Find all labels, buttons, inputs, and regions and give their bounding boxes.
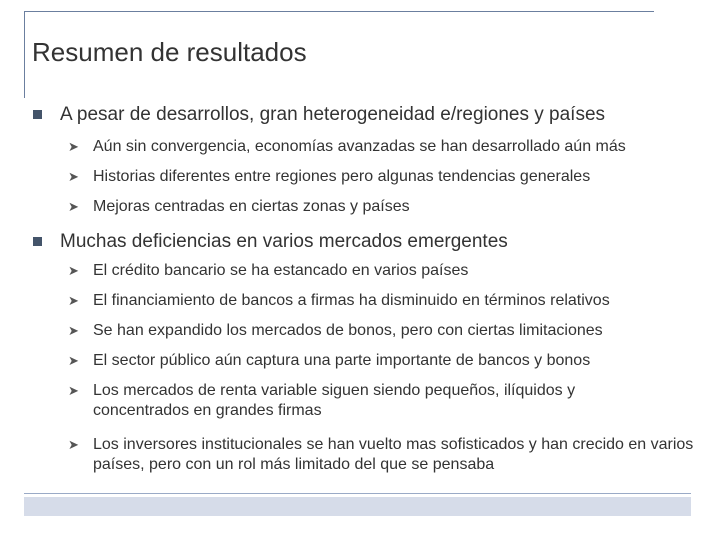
arrowhead-bullet-icon: ➤	[68, 139, 79, 154]
arrowhead-bullet-icon: ➤	[68, 323, 79, 338]
slide-title: Resumen de resultados	[32, 37, 307, 67]
bullet-text: Muchas deficiencias en varios mercados emergentes	[60, 231, 508, 252]
sub-bullet-text: Aún sin convergencia, economías avanzadas se han desarrollado aún más	[93, 138, 626, 155]
footer-bar	[24, 497, 691, 516]
sub-bullet-text: El crédito bancario se ha estancado en varios países	[93, 262, 469, 279]
arrowhead-bullet-icon: ➤	[68, 353, 79, 368]
sub-bullet-text: Mejoras centradas en ciertas zonas y países	[93, 198, 410, 215]
arrowhead-bullet-icon: ➤	[68, 293, 79, 308]
sub-bullet-text: Los inversores institucionales se han vuelto mas sofisticados y han crecido en varios países, pero con un rol más limitado del que se pensaba	[93, 436, 694, 473]
footer-divider	[24, 493, 691, 494]
arrowhead-bullet-icon: ➤	[68, 383, 79, 398]
sub-bullet-text: Los mercados de renta variable siguen siendo pequeños, ilíquidos y concentrados en grandes firmas	[93, 382, 576, 419]
arrowhead-bullet-icon: ➤	[68, 199, 79, 214]
arrowhead-bullet-icon: ➤	[68, 169, 79, 184]
sub-bullet-text: Se han expandido los mercados de bonos, pero con ciertas limitaciones	[93, 322, 603, 339]
sub-bullet-text: El financiamiento de bancos a firmas ha disminuido en términos relativos	[93, 292, 610, 309]
square-bullet-icon	[33, 237, 42, 246]
sub-bullet-text: El sector público aún captura una parte importante de bancos y bonos	[93, 352, 591, 369]
arrowhead-bullet-icon: ➤	[68, 437, 79, 452]
bullet-text: A pesar de desarrollos, gran heterogeneidad e/regiones y países	[60, 104, 606, 125]
square-bullet-icon	[33, 110, 42, 119]
arrowhead-bullet-icon: ➤	[68, 263, 79, 278]
sub-bullet-text: Historias diferentes entre regiones pero algunas tendencias generales	[93, 168, 591, 185]
